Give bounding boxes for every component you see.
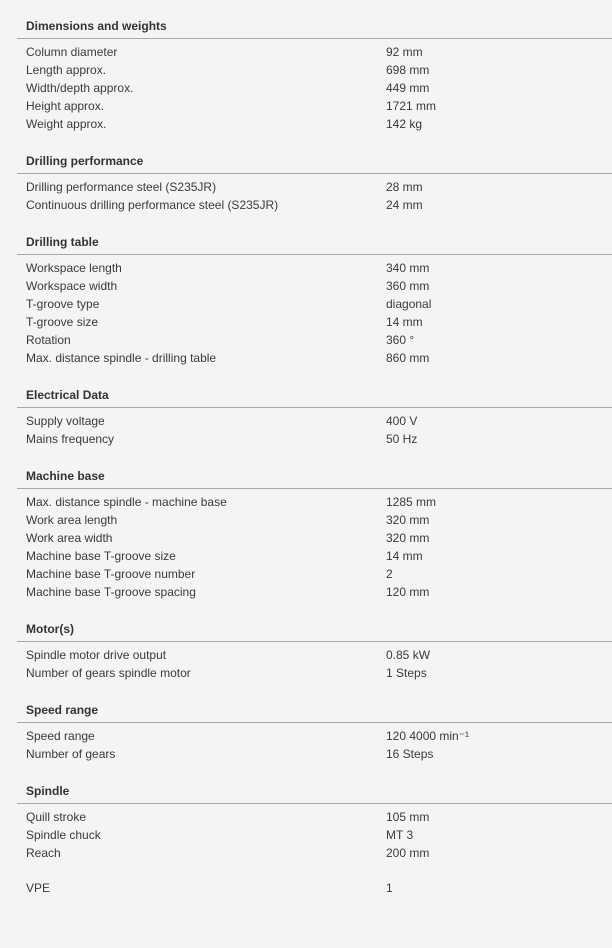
spec-label: Workspace width — [26, 279, 118, 293]
spec-sections — [0, 14, 612, 862]
spec-row — [0, 412, 612, 430]
spec-label: Max. distance spindle - machine base — [26, 495, 227, 509]
spec-row — [0, 745, 612, 763]
section-rows — [0, 489, 612, 601]
spec-label: Mains frequency — [26, 432, 115, 446]
spec-section — [0, 14, 612, 133]
spec-value: diagonal — [386, 297, 432, 311]
spec-label: Work area width — [26, 531, 113, 545]
spec-value: 50 Hz — [386, 432, 418, 446]
spec-row — [0, 313, 612, 331]
spec-value: 24 mm — [386, 198, 423, 212]
spec-label: Work area length — [26, 513, 118, 527]
spec-label: Height approx. — [26, 99, 105, 113]
section-title: Drilling performance — [17, 149, 612, 174]
spec-label: Reach — [26, 846, 61, 860]
spec-label: Column diameter — [26, 45, 118, 59]
spec-row — [0, 295, 612, 313]
spec-label: Supply voltage — [26, 414, 105, 428]
spec-row — [0, 808, 612, 826]
section-title: Speed range — [17, 698, 612, 723]
spec-label: Rotation — [26, 333, 71, 347]
section-rows — [0, 642, 612, 682]
spec-row — [0, 196, 612, 214]
spec-row — [0, 331, 612, 349]
section-rows — [0, 174, 612, 214]
spec-value: 200 mm — [386, 846, 430, 860]
section-title: Spindle — [17, 779, 612, 804]
spec-label: Width/depth approx. — [26, 81, 134, 95]
spec-value: 320 mm — [386, 513, 430, 527]
spec-sheet — [0, 14, 612, 897]
spec-row — [0, 583, 612, 601]
section-title: Motor(s) — [17, 617, 612, 642]
spec-row — [0, 565, 612, 583]
spec-value: 698 mm — [386, 63, 430, 77]
section-rows — [0, 723, 612, 763]
spec-label: Max. distance spindle - drilling table — [26, 351, 217, 365]
spec-label: Spindle motor drive output — [26, 648, 167, 662]
spec-row — [0, 826, 612, 844]
spec-label: T-groove size — [26, 315, 99, 329]
section-rows — [0, 408, 612, 448]
spec-value: 400 V — [386, 414, 418, 428]
spec-label: Continuous drilling performance steel (S235JR) — [26, 198, 279, 212]
spec-label: Spindle chuck — [26, 828, 101, 842]
spec-label: Machine base T-groove size — [26, 549, 176, 563]
spec-value: 1721 mm — [386, 99, 437, 113]
spec-value: 14 mm — [386, 549, 423, 563]
spec-value: MT 3 — [386, 828, 414, 842]
spec-value: 92 mm — [386, 45, 423, 59]
spec-label: Number of gears — [26, 747, 116, 761]
vpe-value: 1 — [386, 881, 393, 895]
spec-value: 105 mm — [386, 810, 430, 824]
spec-label: Workspace length — [26, 261, 122, 275]
spec-section — [0, 698, 612, 763]
vpe-label: VPE — [26, 881, 51, 895]
spec-row — [0, 178, 612, 196]
section-rows — [0, 255, 612, 367]
section-title: Drilling table — [17, 230, 612, 255]
spec-label: Quill stroke — [26, 810, 87, 824]
spec-section — [0, 617, 612, 682]
spec-row — [0, 664, 612, 682]
vpe-row — [0, 879, 612, 897]
spec-row — [0, 277, 612, 295]
spec-value: 16 Steps — [386, 747, 434, 761]
spec-row — [0, 97, 612, 115]
spec-section — [0, 383, 612, 448]
spec-row — [0, 529, 612, 547]
spec-row — [0, 43, 612, 61]
spec-label: Drilling performance steel (S235JR) — [26, 180, 217, 194]
spec-label: T-groove type — [26, 297, 100, 311]
spec-value: 2 — [386, 567, 393, 581]
spec-section — [0, 464, 612, 601]
spec-value: 360 mm — [386, 279, 430, 293]
spec-value: 28 mm — [386, 180, 423, 194]
spec-row — [0, 727, 612, 745]
spec-value: 14 mm — [386, 315, 423, 329]
spec-row — [0, 259, 612, 277]
spec-row — [0, 115, 612, 133]
spec-label: Length approx. — [26, 63, 107, 77]
spec-row — [0, 79, 612, 97]
spec-value: 860 mm — [386, 351, 430, 365]
spec-value: 1 Steps — [386, 666, 427, 680]
spec-label: Speed range — [26, 729, 95, 743]
spec-label: Machine base T-groove number — [26, 567, 196, 581]
section-rows — [0, 804, 612, 862]
spec-label: Weight approx. — [26, 117, 107, 131]
spec-row — [0, 349, 612, 367]
spec-label: Number of gears spindle motor — [26, 666, 191, 680]
spec-value: 0.85 kW — [386, 648, 431, 662]
spec-section — [0, 779, 612, 862]
section-rows — [0, 39, 612, 133]
spec-value: 1285 mm — [386, 495, 437, 509]
spec-row — [0, 493, 612, 511]
spec-value: 340 mm — [386, 261, 430, 275]
spec-value: 142 kg — [386, 117, 423, 131]
spec-row — [0, 61, 612, 79]
spec-row — [0, 430, 612, 448]
spec-section — [0, 149, 612, 214]
spec-value: 120 4000 min⁻¹ — [386, 729, 470, 743]
section-title: Electrical Data — [17, 383, 612, 408]
spec-row — [0, 547, 612, 565]
spec-value: 360 ° — [386, 333, 415, 347]
spec-value: 120 mm — [386, 585, 430, 599]
spec-row — [0, 646, 612, 664]
spec-label: Machine base T-groove spacing — [26, 585, 196, 599]
spec-value: 320 mm — [386, 531, 430, 545]
spec-row — [0, 511, 612, 529]
spec-value: 449 mm — [386, 81, 430, 95]
section-title: Machine base — [17, 464, 612, 489]
spec-section — [0, 230, 612, 367]
spec-row — [0, 844, 612, 862]
section-title: Dimensions and weights — [17, 14, 612, 39]
